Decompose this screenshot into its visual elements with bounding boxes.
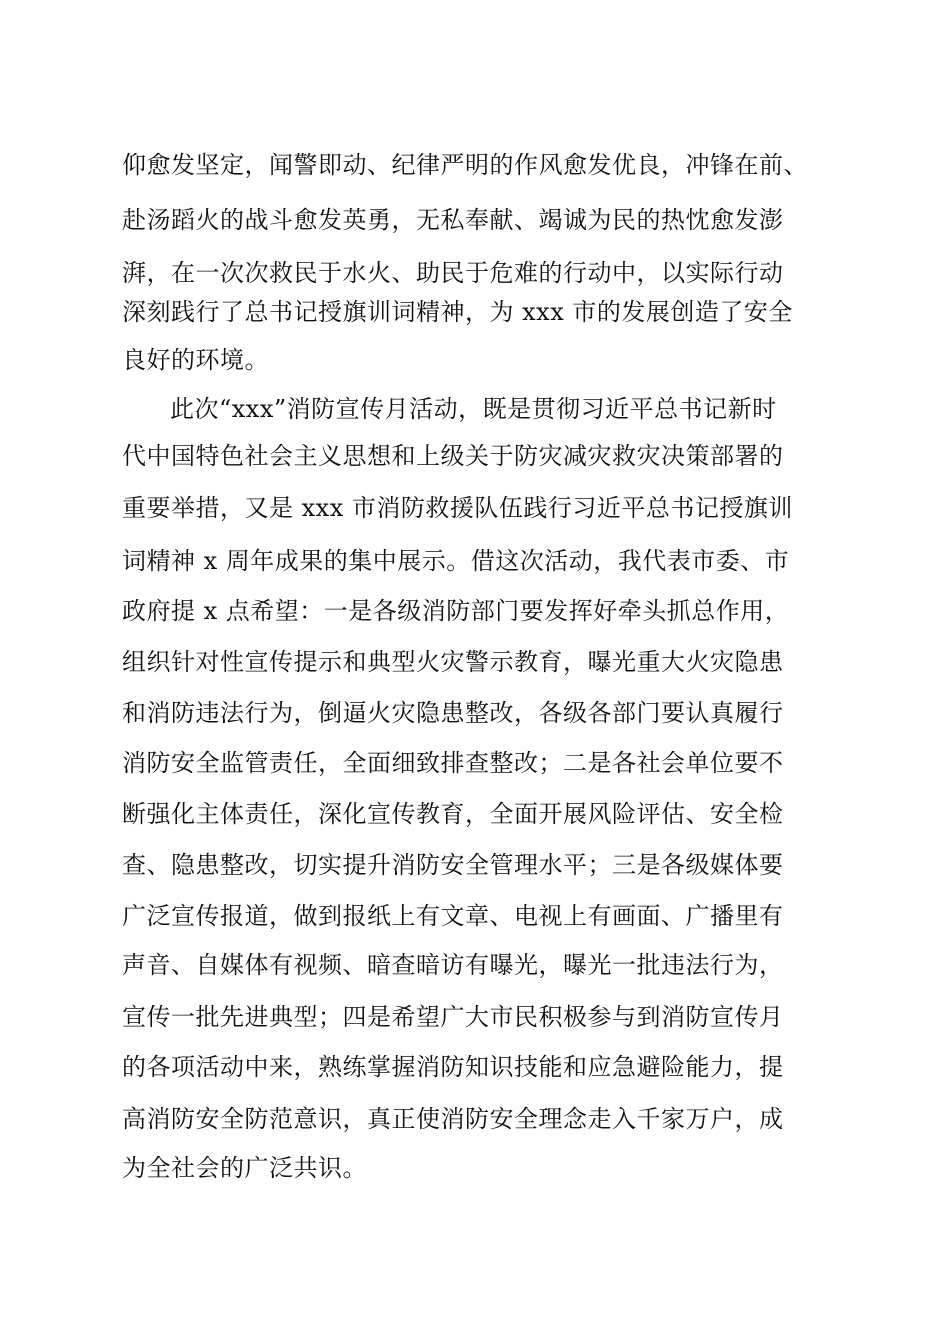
text-line: 为全社会的广泛共识。: [122, 1154, 367, 1182]
text-line: 和消防违法行为，倒逼火灾隐患整改，各级各部门要认真履行: [122, 699, 784, 727]
text-line: 仰愈发坚定，闻警即动、纪律严明的作风愈发优良，冲锋在前、: [122, 151, 808, 179]
text-line: 的各项活动中来，熟练掌握消防知识技能和应急避险能力，提: [122, 1053, 784, 1081]
text-line: 政府提 x 点希望：一是各级消防部门要发挥好牵头抓总作用，: [122, 597, 790, 625]
text-line: 重要举措，又是 xxx 市消防救援队伍践行习近平总书记授旗训: [122, 494, 793, 522]
text-line: 深刻践行了总书记授旗训词精神，为 xxx 市的发展创造了安全: [122, 298, 793, 326]
text-line: 广泛宣传报道，做到报纸上有文章、电视上有画面、广播里有: [122, 902, 784, 930]
text-line: 声音、自媒体有视频、暗查暗访有曝光，曝光一批违法行为，: [122, 951, 784, 979]
text-line: 断强化主体责任，深化宣传教育，全面开展风险评估、安全检: [122, 800, 784, 828]
paragraph-start-line: 此次“xxx”消防宣传月活动，既是贯彻习近平总书记新时: [170, 395, 777, 423]
text-line: 代中国特色社会主义思想和上级关于防灾减灾救灾决策部署的: [122, 442, 784, 470]
text-line: 组织针对性宣传提示和典型火灾警示教育，曝光重大火灾隐患: [122, 648, 784, 676]
text-line: 宣传一批先进典型；四是希望广大市民积极参与到消防宣传月: [122, 1003, 784, 1031]
text-line: 良好的环境。: [122, 346, 269, 374]
text-line: 赴汤蹈火的战斗愈发英勇，无私奉献、竭诚为民的热忱愈发澎: [122, 206, 784, 234]
text-line: 查、隐患整改，切实提升消防安全管理水平；三是各级媒体要: [122, 851, 784, 879]
text-line: 词精神 x 周年成果的集中展示。借这次活动，我代表市委、市: [122, 547, 790, 575]
text-line: 高消防安全防范意识，真正使消防安全理念走入千家万户，成: [122, 1105, 784, 1133]
text-line: 湃，在一次次救民于水火、助民于危难的行动中，以实际行动: [122, 259, 784, 287]
text-line: 消防安全监管责任，全面细致排查整改；二是各社会单位要不: [122, 749, 784, 777]
